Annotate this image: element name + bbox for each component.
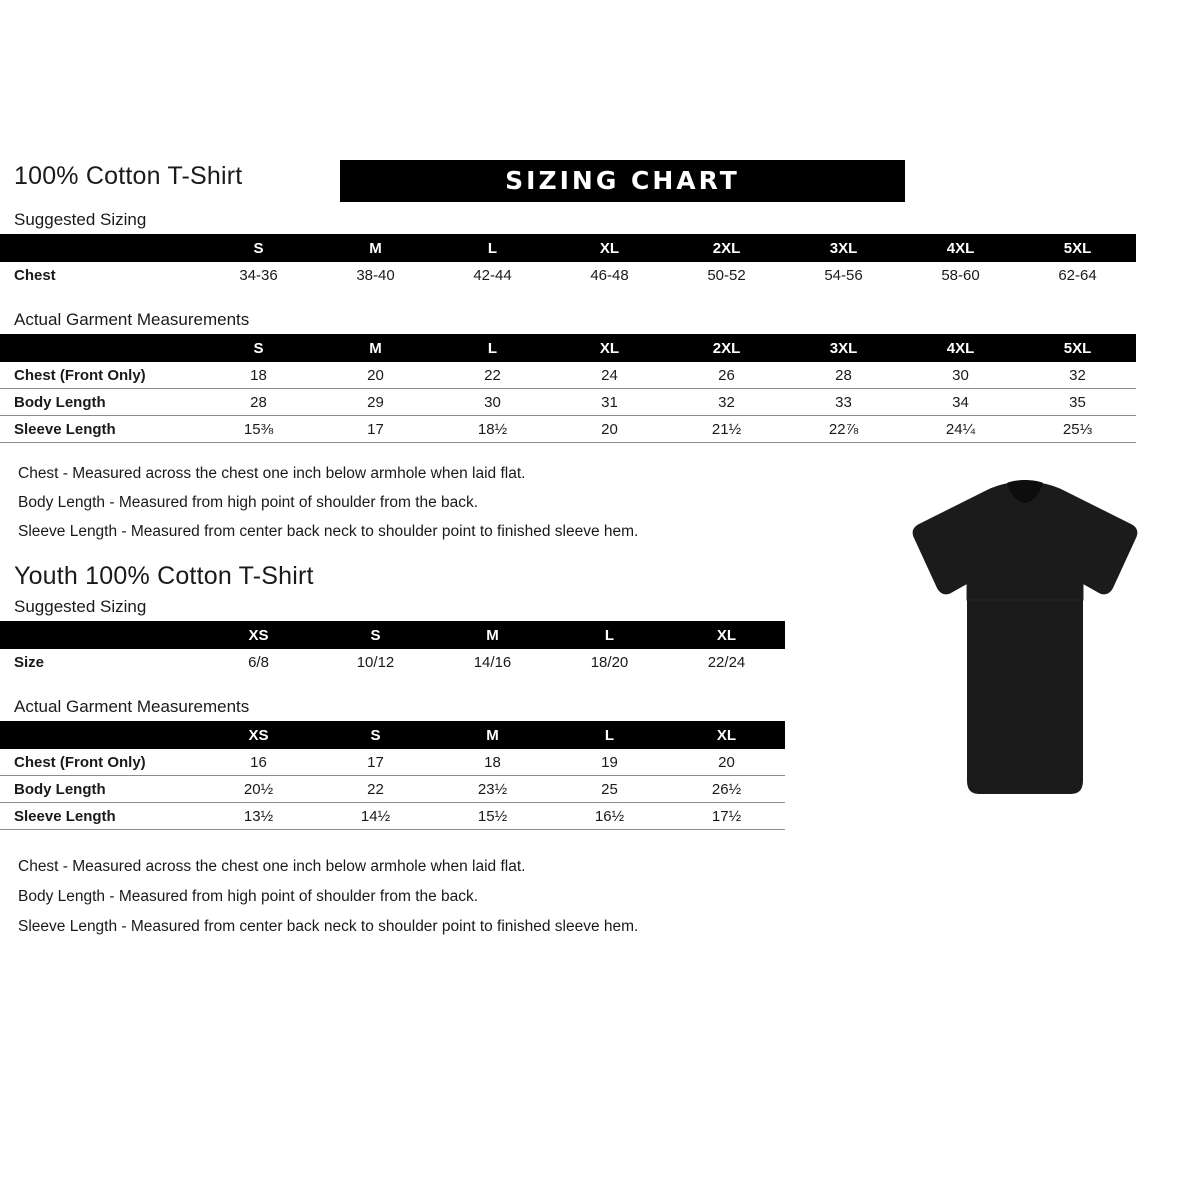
cell: 38-40 xyxy=(356,266,395,284)
cell: 50-52 xyxy=(707,266,746,284)
col-header: XS xyxy=(248,726,269,744)
col-header: XL xyxy=(599,239,620,257)
note-body-length: Body Length - Measured from high point of shoulder from the back. xyxy=(18,494,479,511)
col-header: S xyxy=(253,339,264,357)
row-label: Chest (Front Only) xyxy=(0,749,200,776)
row-label: Chest (Front Only) xyxy=(0,362,200,389)
cell: 26½ xyxy=(668,776,785,803)
cell: 28 xyxy=(785,362,902,389)
cell: 34-36 xyxy=(239,266,278,284)
cell: 42-44 xyxy=(473,266,512,284)
cell: 58-60 xyxy=(941,266,980,284)
col-header: S xyxy=(370,726,381,744)
col-header: XL xyxy=(599,339,620,357)
title-row xyxy=(0,160,1200,204)
col-header: 5XL xyxy=(1063,239,1092,257)
table-header-row xyxy=(0,234,1136,262)
cell: 20 xyxy=(317,362,434,389)
row-label: Sleeve Length xyxy=(0,416,200,443)
table-header-row xyxy=(0,721,785,749)
col-header: L xyxy=(487,339,498,357)
cell: 13½ xyxy=(200,803,317,830)
cell: 18½ xyxy=(434,416,551,443)
col-header: XS xyxy=(248,626,269,644)
col-header: L xyxy=(604,726,615,744)
cell: 17 xyxy=(317,416,434,443)
col-header: 2XL xyxy=(712,339,741,357)
note-chest: Chest - Measured across the chest one inch below armhole when laid flat. xyxy=(18,465,526,482)
col-header: M xyxy=(369,239,382,257)
row-label: Size xyxy=(14,653,45,671)
table-row xyxy=(0,749,785,776)
col-header: L xyxy=(604,626,615,644)
col-header: M xyxy=(486,626,499,644)
col-header: 3XL xyxy=(829,239,858,257)
cell: 25 xyxy=(551,776,668,803)
cell: 22/24 xyxy=(707,653,746,671)
cell: 30 xyxy=(434,389,551,416)
note-chest: Chest - Measured across the chest one inch below armhole when laid flat. xyxy=(18,858,526,875)
cell: 21½ xyxy=(668,416,785,443)
col-header: 4XL xyxy=(946,239,975,257)
sizing-chart-banner xyxy=(340,160,905,202)
cell: 16 xyxy=(200,749,317,776)
cell: 25⅓ xyxy=(1019,416,1136,443)
cell: 18/20 xyxy=(590,653,629,671)
tshirt-image xyxy=(895,480,1155,810)
table-row xyxy=(0,362,1136,389)
col-header: XL xyxy=(716,726,737,744)
table-header-row xyxy=(0,334,1136,362)
table-row xyxy=(0,776,785,803)
table-row xyxy=(0,389,1136,416)
note-body-length: Body Length - Measured from high point of shoulder from the back. xyxy=(18,888,479,905)
cell: 20 xyxy=(668,749,785,776)
note-sleeve-length: Sleeve Length - Measured from center back neck to shoulder point to finished sleeve hem. xyxy=(18,523,639,540)
youth-actual-table xyxy=(0,721,785,830)
table-header-row xyxy=(0,621,785,649)
cell: 14/16 xyxy=(473,653,512,671)
cell: 35 xyxy=(1019,389,1136,416)
cell: 22 xyxy=(317,776,434,803)
cell: 22⅞ xyxy=(785,416,902,443)
cell: 15⅜ xyxy=(200,416,317,443)
cell: 46-48 xyxy=(590,266,629,284)
youth-suggested-label: Suggested Sizing xyxy=(14,597,147,616)
youth-notes xyxy=(18,852,1200,942)
table-row xyxy=(0,649,785,675)
adult-actual-table xyxy=(0,334,1136,443)
adult-suggested-table xyxy=(0,234,1136,288)
youth-actual-label: Actual Garment Measurements xyxy=(14,697,250,716)
cell: 29 xyxy=(317,389,434,416)
cell: 62-64 xyxy=(1058,266,1097,284)
sizing-chart-banner-label: SIZING CHART xyxy=(505,166,740,195)
col-header: L xyxy=(487,239,498,257)
cell: 16½ xyxy=(551,803,668,830)
row-label: Body Length xyxy=(0,389,200,416)
cell: 17½ xyxy=(668,803,785,830)
adult-suggested-label: Suggested Sizing xyxy=(14,210,147,229)
cell: 24 xyxy=(551,362,668,389)
cell: 15½ xyxy=(434,803,551,830)
cell: 32 xyxy=(1019,362,1136,389)
cell: 18 xyxy=(434,749,551,776)
col-header: M xyxy=(369,339,382,357)
col-header: 4XL xyxy=(946,339,975,357)
table-row xyxy=(0,416,1136,443)
col-header xyxy=(0,721,200,749)
cell: 28 xyxy=(200,389,317,416)
adult-actual-label: Actual Garment Measurements xyxy=(14,310,250,329)
cell: 18 xyxy=(200,362,317,389)
row-label: Body Length xyxy=(0,776,200,803)
cell: 24¼ xyxy=(902,416,1019,443)
cell: 6/8 xyxy=(248,653,269,671)
col-header: 5XL xyxy=(1063,339,1092,357)
cell: 34 xyxy=(902,389,1019,416)
cell: 26 xyxy=(668,362,785,389)
youth-section-title: Youth 100% Cotton T-Shirt xyxy=(14,562,314,590)
cell: 20½ xyxy=(200,776,317,803)
col-header: S xyxy=(253,239,264,257)
col-header xyxy=(0,621,200,649)
col-header: 2XL xyxy=(712,239,741,257)
col-header xyxy=(0,334,200,362)
col-header: 3XL xyxy=(829,339,858,357)
table-row xyxy=(0,262,1136,288)
cell: 19 xyxy=(551,749,668,776)
cell: 30 xyxy=(902,362,1019,389)
col-header: M xyxy=(486,726,499,744)
cell: 20 xyxy=(551,416,668,443)
cell: 14½ xyxy=(317,803,434,830)
page-title: 100% Cotton T-Shirt xyxy=(14,162,243,190)
cell: 31 xyxy=(551,389,668,416)
note-sleeve-length: Sleeve Length - Measured from center back neck to shoulder point to finished sleeve hem. xyxy=(18,918,639,935)
cell: 22 xyxy=(434,362,551,389)
cell: 32 xyxy=(668,389,785,416)
col-header: S xyxy=(370,626,381,644)
table-row xyxy=(0,803,785,830)
tshirt-icon xyxy=(895,480,1155,810)
row-label: Sleeve Length xyxy=(0,803,200,830)
row-label: Chest xyxy=(14,266,56,284)
cell: 33 xyxy=(785,389,902,416)
col-header: XL xyxy=(716,626,737,644)
cell: 23½ xyxy=(434,776,551,803)
cell: 10/12 xyxy=(356,653,395,671)
youth-suggested-table xyxy=(0,621,785,675)
cell: 17 xyxy=(317,749,434,776)
col-header xyxy=(0,234,200,262)
cell: 54-56 xyxy=(824,266,863,284)
